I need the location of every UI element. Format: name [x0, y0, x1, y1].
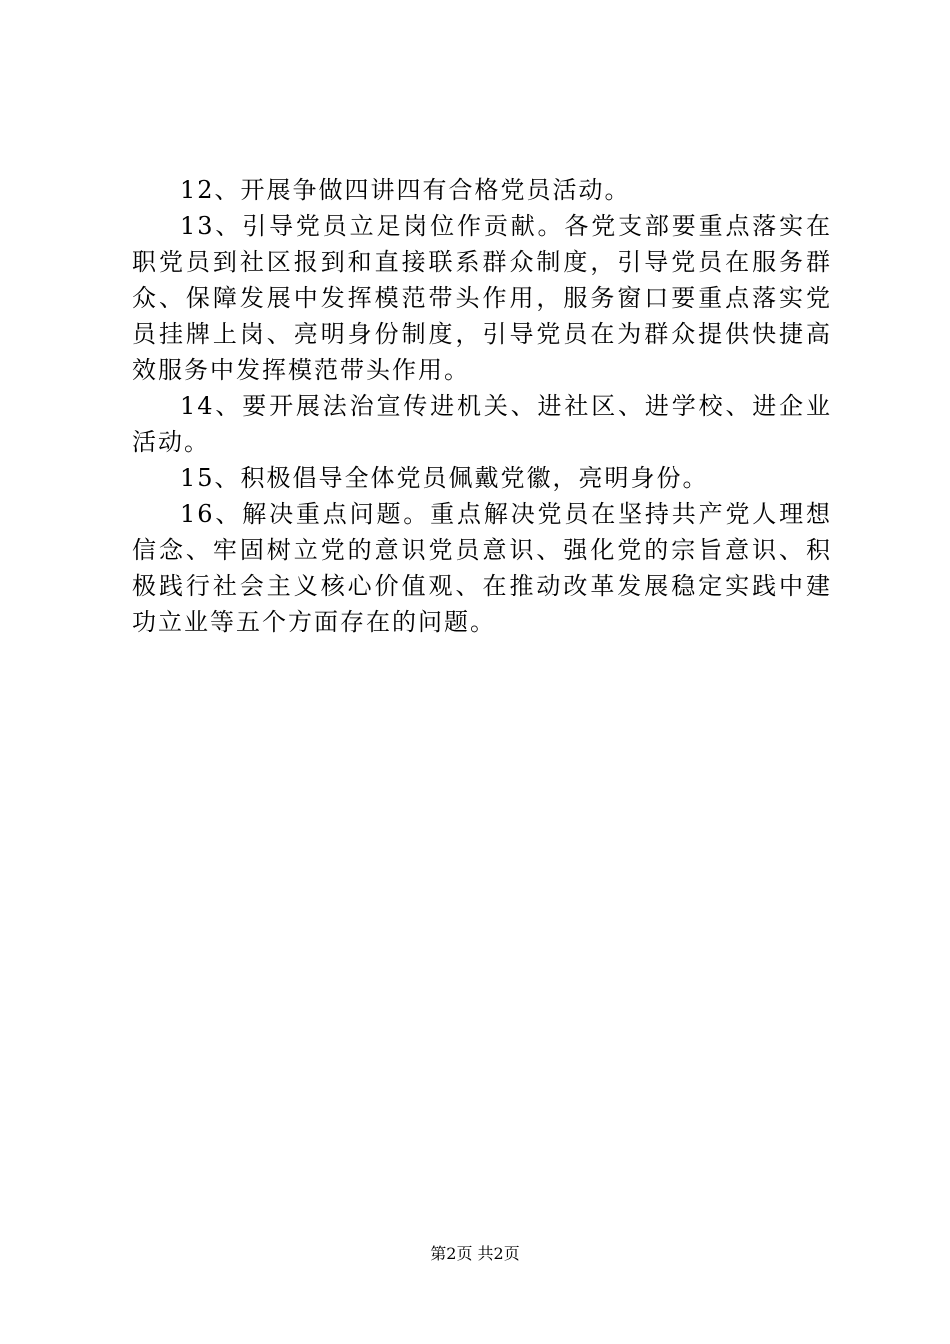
paragraph-15: 15、积极倡导全体党员佩戴党徽，亮明身份。	[180, 464, 709, 492]
paragraph-14: 14、要开展法治宣传进机关、进社区、进学校、进企业活动。	[132, 392, 832, 456]
document-body	[132, 172, 832, 640]
page-footer: 第2页 共2页	[430, 1244, 520, 1263]
paragraph-16: 16、解决重点问题。重点解决党员在坚持共产党人理想信念、牢固树立党的意识党员意识、强化党的宗旨意识、积极践行社会主义核心价值观、在推动改革发展稳定实践中建功立业等五个方面存在的问题。	[132, 500, 832, 636]
paragraph-12: 12、开展争做四讲四有合格党员活动。	[180, 176, 631, 204]
paragraph-13: 13、引导党员立足岗位作贡献。各党支部要重点落实在职党员到社区报到和直接联系群众制度，引导党员在服务群众、保障发展中发挥模范带头作用，服务窗口要重点落实党员挂牌上岗、亮明身份制度，引导党员在为群众提供快捷高效服务中发挥模范带头作用。	[132, 212, 832, 384]
